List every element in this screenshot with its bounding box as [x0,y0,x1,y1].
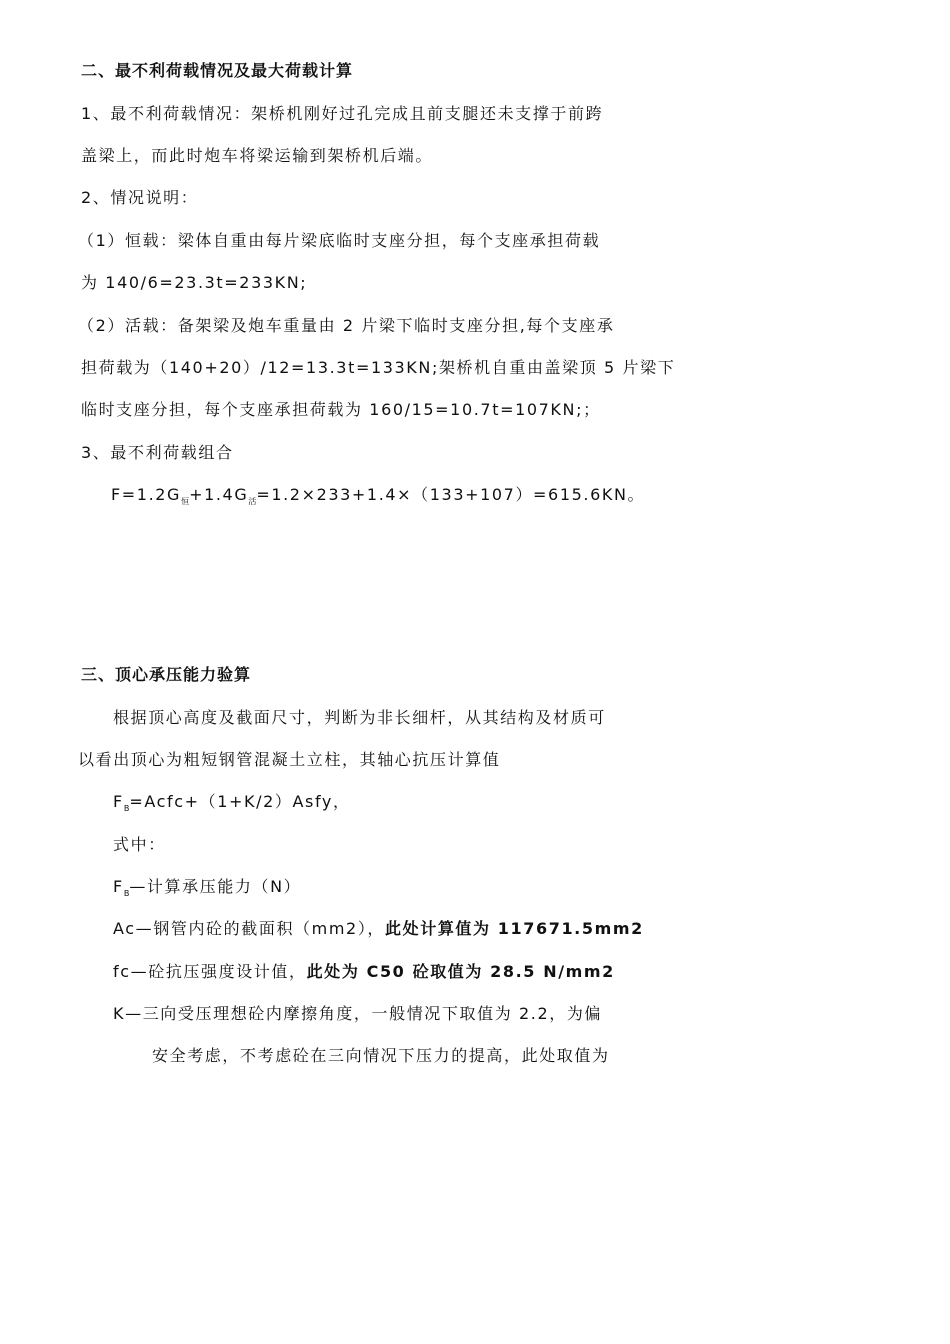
section-3-heading: 三、顶心承压能力验算 [81,665,252,684]
item-1-line-1: 1、最不利荷载情况：架桥机刚好过孔完成且前支腿还未支撑于前跨 [81,104,604,123]
dead-load-line-1: （1）恒载：梁体自重由每片梁底临时支座分担，每个支座承担荷载 [78,231,601,250]
section-2-heading: 二、最不利荷载情况及最大荷载计算 [81,61,354,80]
bearing-capacity-formula [113,792,351,815]
live-load-line-1: （2）活载：备架梁及炮车重量由 2 片梁下临时支座分担,每个支座承 [78,316,615,335]
section-3-para-line-1: 根据顶心高度及截面尺寸，判断为非长细杆，从其结构及材质可 [113,708,606,727]
dead-load-line-2: 为 140/6=23.3t=233KN; [81,273,308,292]
dead-load-subscript: 恒 [181,497,190,506]
item-3-title: 3、最不利荷载组合 [81,443,234,462]
live-load-line-2: 担荷载为（140+20）/12=13.3t=133KN;架桥机自重由盖梁顶 5 片梁下 [81,358,676,377]
section-3-para-line-2: 以看出顶心为粗短钢管混凝土立柱，其轴心抗压计算值 [78,750,501,769]
formula-subscript: B [123,804,130,813]
definition-f [113,877,301,900]
live-load-line-3: 临时支座分担，每个支座承担荷载为 160/15=10.7t=107KN;； [81,400,601,419]
where-label: 式中： [113,835,166,854]
definition-text: —计算承压能力（N） [129,877,302,896]
definition-k-line-1: K—三向受压理想砼内摩擦角度，一般情况下取值为 2.2，为偏 [113,1004,603,1023]
definition-k-line-2: 安全考虑，不考虑砼在三向情况下压力的提高，此处取值为 [152,1046,610,1065]
formula-part: F [113,792,124,811]
formula-part: =Acfc+（1+K/2）Asfy， [129,792,351,811]
item-1-line-2: 盖梁上，而此时炮车将梁运输到架桥机后端。 [81,146,434,165]
definition-text: fc—砼抗压强度设计值， [113,962,307,981]
definition-text: Ac—钢管内砼的截面积（mm2）， [113,919,386,938]
symbol-subscript: B [123,889,130,898]
live-load-subscript: 活 [248,497,257,506]
definition-ac [113,919,644,939]
definition-fc [113,962,615,982]
definition-value: 此处为 C50 砼取值为 28.5 N/mm2 [306,962,615,981]
symbol: F [113,877,124,896]
formula-part: F=1.2G [111,485,182,504]
load-combination-formula [111,485,645,508]
formula-part: +1.4G [189,485,249,504]
formula-result: =1.2×233+1.4×（133+107）=615.6KN。 [256,485,646,504]
item-2-title: 2、情况说明： [81,188,199,207]
definition-value: 此处计算值为 117671.5mm2 [385,919,644,938]
